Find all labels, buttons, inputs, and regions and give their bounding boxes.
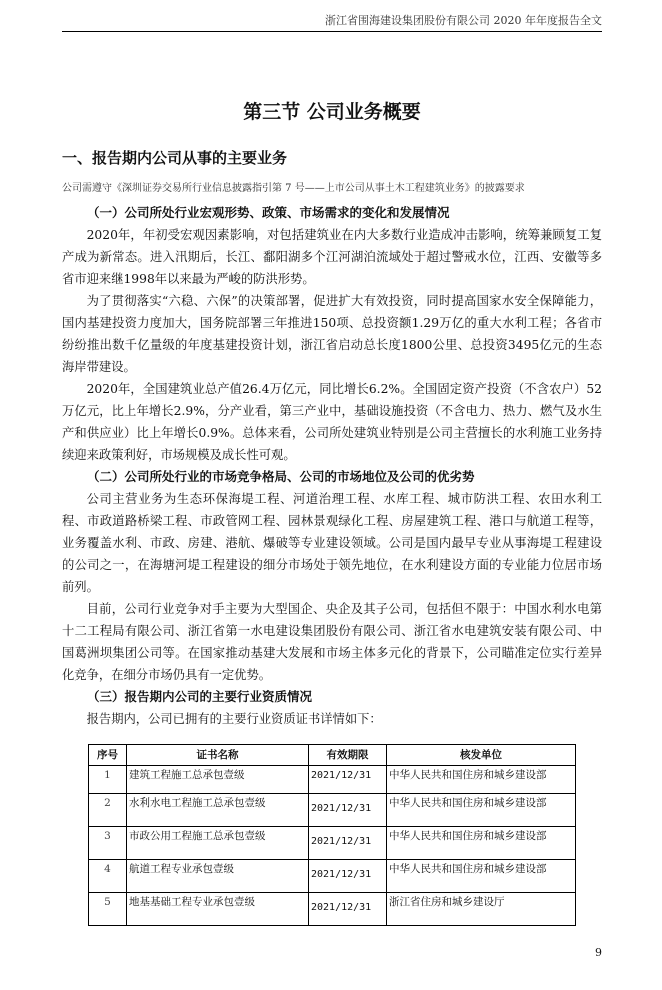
cell-no: 1 — [89, 766, 127, 794]
cell-name: 地基基础工程专业承包壹级 — [127, 893, 309, 926]
cell-validity: 2021/12/31 — [309, 827, 387, 860]
cell-issuer: 中华人民共和国住房和城乡建设部 — [387, 766, 576, 794]
section-title: 第三节 公司业务概要 — [243, 101, 421, 123]
cell-issuer: 中华人民共和国住房和城乡建设部 — [387, 794, 576, 827]
running-header: 浙江省围海建设集团股份有限公司 2020 年年度报告全文 — [62, 14, 602, 32]
cell-no: 2 — [89, 794, 127, 827]
cell-no: 3 — [89, 827, 127, 860]
table-row — [89, 766, 576, 794]
paragraph: 公司主营业务为生态环保海堤工程、河道治理工程、水库工程、城市防洪工程、农田水利工程、市政道路桥梁工程、市政管网工程、园林景观绿化工程、房屋建筑工程、港口与航道工程等，业务覆盖水利、市政、房建、港航、爆破等专业建设领域。公司是国内最早专业从事海堤工程建设的公司之一，在海塘河堤工程建设的细分市场处于领先地位，在水利建设方面的专业能力位居市场前列。 — [62, 492, 602, 594]
paragraph: 2020年，全国建筑业总产值26.4万亿元，同比增长6.2%。全国固定资产投资（不含农户）52万亿元，比上年增长2.9%，分产业看，第三产业中，基础设施投资（不含电力、热力、燃气及水生产和供应业）比上年增长0.9%。总体来看，公司所处建筑业特别是公司主营擅长的水利施工业务持续迎来政策利好，市场规模及成长性可观。 — [62, 382, 602, 462]
paragraph: 目前，公司行业竞争对手主要为大型国企、央企及其子公司，包括但不限于：中国水利水电第十二工程局有限公司、浙江省第一水电建设集团股份有限公司、浙江省水电建筑安装有限公司、中国葛洲坝集团公司等。在国家推动基建大发展和市场主体多元化的背景下，公司瞄准定位实行差异化竞争，在细分市场仍具有一定优势。 — [62, 602, 602, 682]
cell-name: 建筑工程施工总承包壹级 — [127, 766, 309, 794]
subheading-3: （三）报告期内公司的主要行业资质情况 — [87, 689, 313, 704]
cell-validity: 2021/12/31 — [309, 893, 387, 926]
col-header-no: 序号 — [89, 745, 127, 766]
qualification-table — [88, 744, 576, 926]
table-row — [89, 860, 576, 893]
body-text — [62, 202, 602, 730]
paragraph: 2020年，年初受宏观因素影响，对包括建筑业在内大多数行业造成冲击影响，统筹兼顾复工复产成为新常态。进入汛期后，长江、鄱阳湖多个江河湖泊流域处于超过警戒水位，江西、安徽等多省市迎来继1998年以来最为严峻的防洪形势。 — [62, 228, 602, 286]
subheading-2: （二）公司所处行业的市场竞争格局、公司的市场地位及公司的优劣势 — [87, 469, 475, 484]
table-row — [89, 794, 576, 827]
table-row — [89, 827, 576, 860]
heading-main-business: 一、报告期内公司从事的主要业务 — [62, 149, 288, 167]
cell-issuer: 浙江省住房和城乡建设厅 — [387, 893, 576, 926]
col-header-name: 证书名称 — [127, 745, 309, 766]
paragraph: 为了贯彻落实“六稳、六保”的决策部署，促进扩大有效投资，同时提高国家水安全保障能力，国内基建投资力度加大，国务院部署三年推进150项、总投资额1.29万亿的重大水利工程；各省市纷纷推出数千亿量级的年度基建投资计划，浙江省启动总长度1800公里、总投资3495亿元的生态海岸带建设。 — [62, 294, 602, 374]
subheading-1: （一）公司所处行业宏观形势、政策、市场需求的变化和发展情况 — [87, 205, 450, 220]
table-row — [89, 893, 576, 926]
cell-name: 水利水电工程施工总承包壹级 — [127, 794, 309, 827]
cell-validity: 2021/12/31 — [309, 860, 387, 893]
cell-no: 5 — [89, 893, 127, 926]
disclosure-note: 公司需遵守《深圳证券交易所行业信息披露指引第 7 号——上市公司从事土木工程建筑业务》的披露要求 — [62, 183, 525, 194]
col-header-issuer: 核发单位 — [387, 745, 576, 766]
cell-issuer: 中华人民共和国住房和城乡建设部 — [387, 827, 576, 860]
page-number: 9 — [595, 946, 602, 959]
paragraph: 报告期内，公司已拥有的主要行业资质证书详情如下： — [86, 712, 382, 726]
cell-validity: 2021/12/31 — [309, 766, 387, 794]
cell-no: 4 — [89, 860, 127, 893]
table-wrapper — [62, 744, 602, 926]
cell-issuer: 中华人民共和国住房和城乡建设部 — [387, 860, 576, 893]
table-header-row — [89, 745, 576, 766]
cell-name: 市政公用工程施工总承包壹级 — [127, 827, 309, 860]
cell-validity: 2021/12/31 — [309, 794, 387, 827]
cell-name: 航道工程专业承包壹级 — [127, 860, 309, 893]
col-header-validity: 有效期限 — [309, 745, 387, 766]
